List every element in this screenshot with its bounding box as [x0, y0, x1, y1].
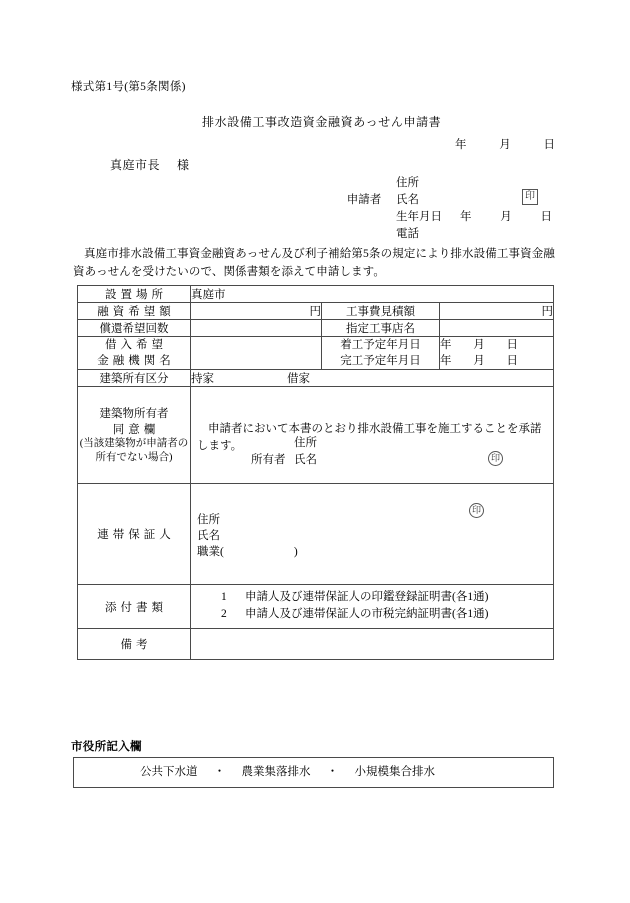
start-date-month: 月	[473, 339, 485, 351]
owner-consent-text: 申請者において本書のとおり排水設備工事を施工することを承諾します。	[197, 422, 542, 452]
form-number: 様式第1号(第5条関係)	[71, 81, 186, 93]
start-date-ymd	[440, 337, 518, 353]
owner-consent-note: (当該建築物が申請者の所有でない場合)	[79, 438, 189, 463]
loan-request-label-cell: 融資希望額	[78, 303, 191, 320]
guarantor-content-cell[interactable]	[191, 484, 554, 585]
header-date-month: 月	[499, 139, 511, 151]
city-office-box[interactable]	[73, 757, 554, 788]
attachments-label-cell: 添付書類	[78, 585, 191, 629]
header-date-line	[455, 136, 555, 152]
applicant-tag: 申請者	[346, 194, 382, 206]
applicant-birth-day: 日	[540, 211, 552, 223]
repay-count-value-cell[interactable]	[191, 320, 322, 337]
owner-name-label: 氏名	[294, 454, 317, 466]
install-place-value-cell[interactable]: 真庭市	[191, 286, 554, 303]
end-date-day: 日	[506, 355, 518, 367]
addressee	[110, 156, 190, 173]
owner-consent-label-line1: 建築物所有者	[99, 408, 169, 420]
applicant-birth-month: 月	[500, 211, 512, 223]
table-row-guarantor	[78, 484, 554, 585]
designated-shop-label-cell: 指定工事店名	[322, 320, 440, 337]
attachments-content-cell	[191, 585, 554, 629]
repay-count-label-cell: 償還希望回数	[78, 320, 191, 337]
table-row-install-place	[78, 286, 554, 303]
designated-shop-value-cell[interactable]	[440, 320, 554, 337]
table-row-repay-count	[78, 320, 554, 337]
end-date-label: 完工予定年月日	[340, 355, 421, 367]
owner-consent-content-cell[interactable]	[191, 387, 554, 484]
attachment-text: 申請人及び連帯保証人の印鑑登録証明書(各1通)	[245, 591, 489, 603]
city-option-small-scale-drainage[interactable]: 小規模集合排水	[354, 766, 435, 778]
addressee-name: 真庭市長	[110, 158, 161, 172]
header-date-day: 日	[543, 139, 555, 151]
guarantor-address-label: 住所	[197, 514, 220, 526]
list-item	[191, 589, 553, 606]
city-option-agricultural-drainage[interactable]: 農業集落排水	[241, 766, 311, 778]
owner-tag: 所有者	[251, 454, 286, 466]
attachments-list	[191, 585, 553, 628]
city-office-options	[140, 763, 435, 779]
owner-consent-label-cell	[78, 387, 191, 484]
start-date-label: 着工予定年月日	[340, 339, 421, 351]
table-row-owner-consent	[78, 387, 554, 484]
table-row-ownership	[78, 370, 554, 387]
start-date-day: 日	[506, 339, 518, 351]
guarantor-name-label: 氏名	[197, 530, 220, 542]
applicant-birth-ymd	[460, 208, 552, 224]
ownership-label-cell: 建築所有区分	[78, 370, 191, 387]
remarks-value-cell[interactable]	[191, 629, 554, 660]
list-item	[191, 606, 553, 623]
end-date-ymd	[440, 353, 518, 369]
applicant-name-label: 氏名	[396, 194, 419, 206]
bank-label-cell: 借入希望 金融機関名	[78, 337, 191, 370]
applicant-seal-icon: 印	[522, 189, 538, 205]
document-title: 排水設備工事改造資金融資あっせん申請書	[202, 115, 442, 129]
guarantor-job-label: 職業(	[197, 546, 224, 558]
guarantor-job-close: )	[293, 546, 298, 558]
owner-seal-icon: 印	[488, 451, 503, 466]
header-date-year: 年	[455, 139, 467, 151]
applicant-birth-year: 年	[460, 211, 472, 223]
table-row-loan-request	[78, 303, 554, 320]
city-office-section-label: 市役所記入欄	[71, 741, 142, 753]
bank-value-cell[interactable]	[191, 337, 322, 370]
application-table	[77, 285, 554, 660]
attachment-number: 1	[221, 591, 227, 603]
application-body-text: 真庭市排水設備工事資金融資あっせん及び利子補給第5条の規定により排水設備工事資金融資あっせんを受けたいので、関係書類を添えて申請します。	[73, 248, 555, 278]
table-row-attachments	[78, 585, 554, 629]
owner-address-label: 住所	[294, 437, 317, 449]
table-row-bank	[78, 337, 554, 370]
ownership-option-owned[interactable]: 持家	[191, 373, 214, 385]
owner-consent-label-line2: 同意欄	[112, 424, 160, 436]
install-place-label-cell: 設置場所	[78, 286, 191, 303]
ownership-value-cell	[191, 370, 554, 387]
start-date-year: 年	[440, 339, 452, 351]
guarantor-fields	[191, 508, 553, 560]
attachment-number: 2	[221, 608, 227, 620]
guarantor-seal-icon: 印	[469, 503, 484, 518]
city-option-public-sewer[interactable]: 公共下水道	[140, 766, 198, 778]
applicant-phone-label: 電話	[396, 228, 419, 240]
cost-estimate-label-cell: 工事費見積額	[322, 303, 440, 320]
cost-estimate-value-cell[interactable]: 円	[440, 303, 554, 320]
applicant-address-label: 住所	[396, 177, 419, 189]
guarantor-job-row	[197, 544, 553, 560]
ownership-option-rented[interactable]: 借家	[287, 373, 310, 385]
construction-date-value-cell[interactable]	[440, 337, 554, 370]
construction-date-label-cell	[322, 337, 440, 370]
city-option-separator-1: ・	[213, 766, 226, 778]
guarantor-label-cell: 連帯保証人	[78, 484, 191, 585]
end-date-month: 月	[473, 355, 485, 367]
attachment-text: 申請人及び連帯保証人の市税完納証明書(各1通)	[245, 608, 489, 620]
remarks-label-cell: 備考	[78, 629, 191, 660]
applicant-birth-label: 生年月日	[396, 211, 442, 223]
table-row-remarks	[78, 629, 554, 660]
end-date-year: 年	[440, 355, 452, 367]
city-option-separator-2: ・	[326, 766, 339, 778]
addressee-honorific: 様	[177, 158, 190, 172]
loan-request-value-cell[interactable]: 円	[191, 303, 322, 320]
